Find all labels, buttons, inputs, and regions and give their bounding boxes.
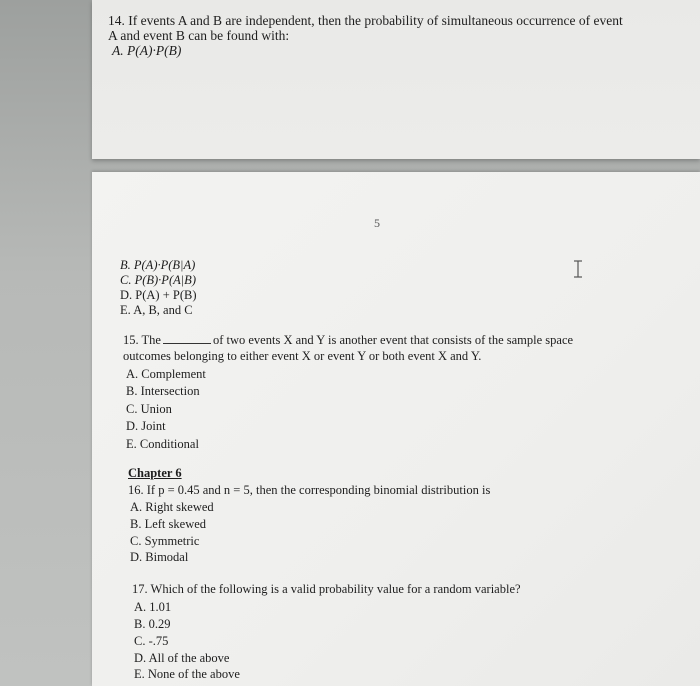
- q16-option-c: C. Symmetric: [130, 534, 200, 548]
- q14-option-e: E. A, B, and C: [120, 303, 193, 317]
- q15-option-b: B. Intersection: [126, 384, 200, 398]
- q16-option-a: A. Right skewed: [130, 500, 214, 514]
- q15-option-c: C. Union: [126, 402, 172, 416]
- q15-question-line2: outcomes belonging to either event X or event Y or both event X and Y.: [123, 349, 482, 363]
- q14-option-d: D. P(A) + P(B): [120, 288, 197, 302]
- q17-option-c: C. -.75: [134, 634, 169, 648]
- q17-option-e: E. None of the above: [134, 667, 240, 681]
- q15-option-e: E. Conditional: [126, 437, 199, 451]
- q15-blank: [163, 333, 211, 344]
- q14-text-line2: A and event B can be found with:: [108, 28, 290, 43]
- q14-text-line1: 14. If events A and B are independent, then the probability of simultaneous occurrence of event: [108, 13, 623, 28]
- q15-suffix: of two events X and Y is another event that consists of the sample space: [212, 333, 574, 347]
- q16-option-d: D. Bimodal: [130, 550, 189, 564]
- q17-option-a: A. 1.01: [134, 600, 172, 614]
- page-number: 5: [374, 216, 380, 230]
- q14-option-b: B. P(A)·P(B|A): [120, 258, 196, 272]
- chapter-heading: Chapter 6: [128, 466, 182, 480]
- q17-option-d: D. All of the above: [134, 651, 230, 665]
- document-page-top: [92, 0, 700, 159]
- q15-question-line1: [123, 333, 573, 348]
- q15-option-a: A. Complement: [126, 367, 206, 381]
- text-cursor-icon: [572, 260, 584, 278]
- q17-option-b: B. 0.29: [134, 617, 171, 631]
- document-page-bottom: [92, 172, 700, 686]
- q16-option-b: B. Left skewed: [130, 517, 207, 531]
- q15-option-d: D. Joint: [126, 419, 166, 433]
- q16-question: 16. If p = 0.45 and n = 5, then the corresponding binomial distribution is: [128, 483, 491, 497]
- q15-prefix: 15. The: [123, 333, 161, 347]
- q14-option-a: A. P(A)·P(B): [112, 43, 182, 58]
- q17-question: 17. Which of the following is a valid probability value for a random variable?: [132, 582, 521, 596]
- q14-option-c: C. P(B)·P(A|B): [120, 273, 196, 287]
